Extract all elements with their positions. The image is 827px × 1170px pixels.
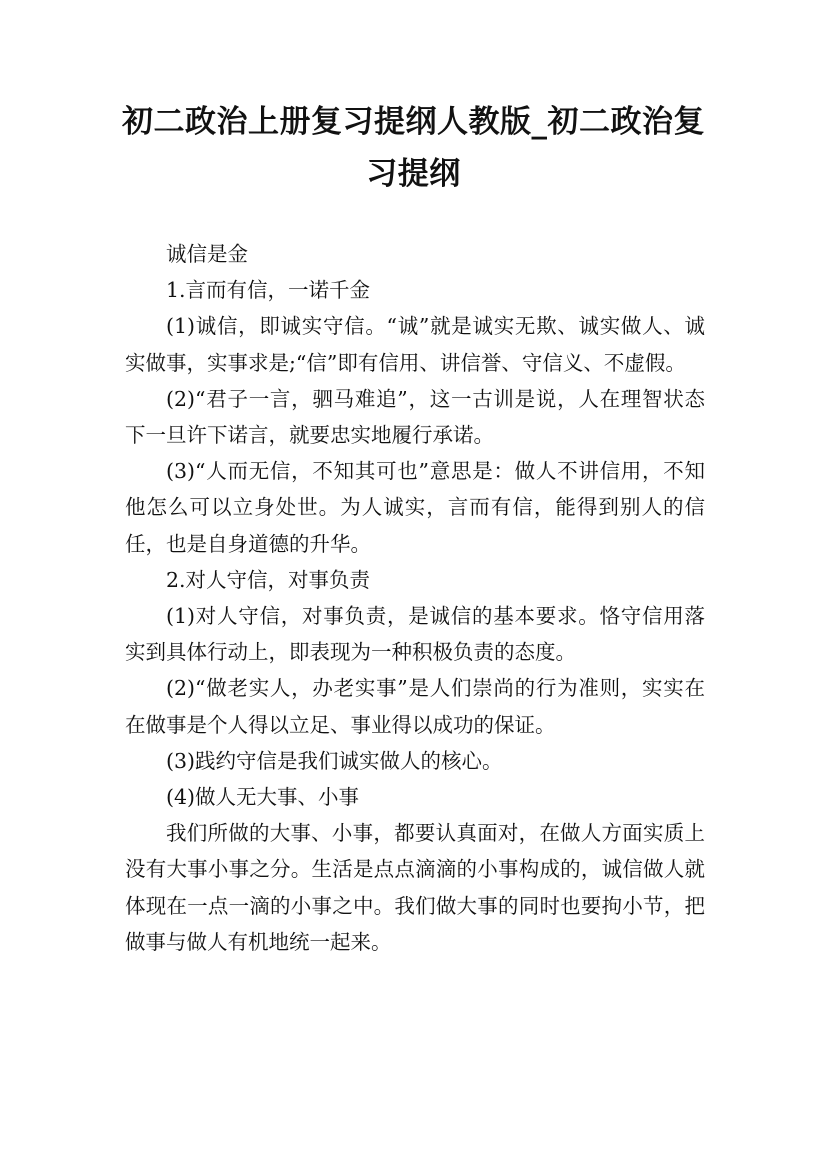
paragraph: (1)对人守信，对事负责，是诚信的基本要求。恪守信用落实到具体行动上，即表现为一种积极负责的态度。 <box>125 604 705 665</box>
paragraph: (3)践约守信是我们诚实做人的核心。 <box>166 748 503 773</box>
paragraph: 1.言而有信，一诺千金 <box>166 278 371 303</box>
paragraph: (4)做人无大事、小事 <box>166 785 360 810</box>
paragraph: (1)诚信，即诚实守信。“诚”就是诚实无欺、诚实做人、诚实做事，实事求是;“信”即有信用、讲信誉、守信义、不虚假。 <box>125 314 705 375</box>
document-body <box>125 236 705 960</box>
paragraph: 2.对人守信，对事负责 <box>166 567 371 592</box>
document-title: 初二政治上册复习提纲人教版_初二政治复习提纲 <box>122 104 705 192</box>
paragraph: 我们所做的大事、小事，都要认真面对，在做人方面实质上没有大事小事之分。生活是点点滴滴的小事构成的，诚信做人就体现在一点一滴的小事之中。我们做大事的同时也要拘小节，把做事与做人有机地统一起来。 <box>125 821 705 954</box>
paragraph: (2)“君子一言，驷马难追”，这一古训是说，人在理智状态下一旦许下诺言，就要忠实地履行承诺。 <box>125 386 705 448</box>
paragraph: (2)“做老实人，办老实事”是人们崇尚的行为准则，实实在在做事是个人得以立足、事业得以成功的保证。 <box>125 676 705 737</box>
paragraph: (3)“人而无信，不知其可也”意思是：做人不讲信用，不知他怎么可以立身处世。为人诚实，言而有信，能得到别人的信任，也是自身道德的升华。 <box>125 459 705 556</box>
paragraph: 诚信是金 <box>166 242 248 266</box>
